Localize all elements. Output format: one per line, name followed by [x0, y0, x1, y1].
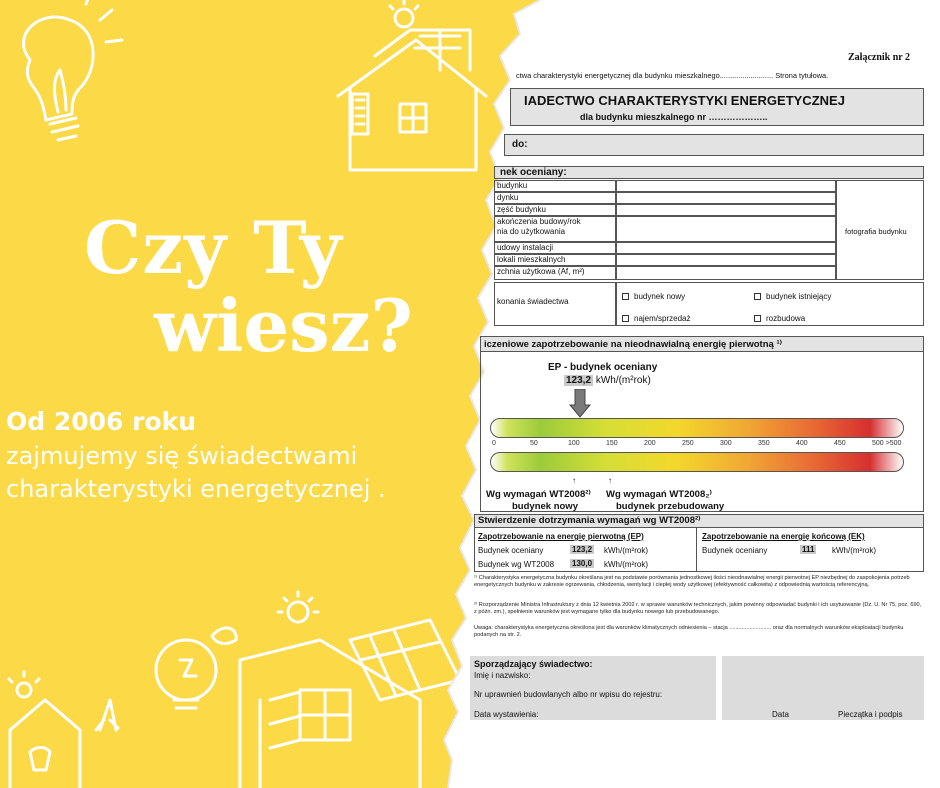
ep-reading [564, 375, 651, 386]
building-row-label: udowy instalacji [494, 242, 616, 254]
scale-tick-label: 0 [492, 440, 496, 447]
ek-assessed-value [800, 545, 816, 554]
ek-assessed-unit: kWh/(m²rok) [832, 546, 876, 555]
ep-header: iczeniowe zapotrzebowanie na nieodnawialną energię pierwotną ¹⁾ [484, 339, 782, 350]
headline-line1: Czy Ty [84, 205, 343, 290]
ep-unit: kWh/(m²rok) [595, 375, 651, 386]
wg-new-line1: Wg wymagań WT2008²⁾ [486, 489, 591, 500]
tagline-line3: charakterystyki energetycznej . [6, 474, 386, 503]
scale-tick-label: 300 [720, 440, 732, 447]
ep-assessed-value [570, 545, 594, 554]
building-row-value[interactable] [616, 216, 836, 242]
scale-tick-label: 200 [644, 440, 656, 447]
photo-box [836, 180, 924, 280]
scale-tick-label: 50 [530, 440, 538, 447]
wg-rebuilt-line1: Wg wymagań WT2008₂⁾ [606, 489, 712, 500]
photo-label: fotografia budynku [845, 227, 907, 236]
valid-to-bar [504, 134, 924, 156]
option-label: rozbudowa [766, 314, 806, 323]
checkbox-icon [622, 293, 629, 300]
building-row-label: budynku [494, 180, 616, 192]
building-row-value[interactable] [616, 192, 836, 204]
ep-assessed-unit: kWh/(m²rok) [604, 546, 648, 555]
document-subtitle: ctwa charakterystyki energetycznej dla budynku mieszkalnego.......................... Strona tytułowa. [516, 71, 829, 80]
scale-tick-label: 350 [758, 440, 770, 447]
wg-new-line2: budynek nowy [512, 501, 578, 512]
scale-tick-label: 150 [606, 440, 618, 447]
option-extension[interactable] [754, 314, 805, 323]
row-assessed-label: Budynek oceniany [478, 546, 544, 555]
building-row-label: lokali mieszkalnych [494, 254, 616, 266]
issuer-name-label: Imię i nazwisko: [474, 671, 531, 680]
sign-date-label: Data [772, 710, 789, 719]
tagline-line2: zajmujemy się świadectwami [6, 441, 358, 470]
marker-new-icon: ↑ [572, 476, 576, 485]
option-label: budynek istniejący [766, 292, 832, 301]
ep-assessed: 123,2 [572, 545, 593, 554]
ek-row-assessed-label: Budynek oceniany [702, 546, 768, 555]
building-row-value[interactable] [616, 242, 836, 254]
option-label: budynek nowy [634, 292, 686, 301]
building-row-label-a: akończenia budowy/rok [497, 217, 581, 226]
issuer-header: Sporządzający świadectwo: [474, 659, 593, 669]
confirm-header: Stwierdzenie dotrzymania wymagań wg WT2008²⁾ [478, 515, 701, 526]
building-row-value[interactable] [616, 204, 836, 216]
building-row-value[interactable] [616, 254, 836, 266]
note: Uwaga: charakterystyka energetyczna określona jest dla warunków klimatycznych odniesienia – stacja ........................... oraz dla normalnych warunków eksploatacji budynku podanych na str. 2. [474, 625, 904, 638]
tagline-line1: Od 2006 roku [6, 407, 197, 436]
building-row-label-b: nia do użytkowania [497, 227, 566, 236]
document-title-sub: dla budynku mieszkalnego nr ……………….. [580, 112, 768, 122]
footnote-2: ²⁾ Rozporządzenie Ministra Infrastruktury z dnia 12 kwietnia 2002 r. w sprawie warunków technicznych, jakim powinny odpowiadać budynki i ich usytuowanie (Dz. U. Nr 75, poz. 690, z późn. zm.), spełnienie warunków jest wymagane tylko dla budynku nowego lub przebudowanego. [474, 602, 922, 615]
building-row-value[interactable] [616, 266, 836, 280]
option-rent-sale[interactable] [622, 314, 690, 323]
ep-label: EP - budynek oceniany [548, 362, 658, 373]
headline-line2: wiesz? [154, 283, 413, 368]
confirm-divider [696, 528, 697, 572]
checkbox-icon [754, 293, 761, 300]
option-label: najem/sprzedaż [634, 314, 691, 323]
scale-tick-label: 500 >500 [872, 440, 902, 447]
wg-rebuilt-line2: budynek przebudowany [616, 501, 725, 512]
attachment-label: Załącznik nr 2 [848, 52, 911, 63]
scale-tick-label: 400 [796, 440, 808, 447]
building-row-label: zchnia użytkowa (Af, m²) [494, 266, 616, 280]
ep-scale-top [490, 418, 904, 438]
valid-to-label: do: [512, 139, 528, 150]
ep-col-header: Zapotrzebowanie na energię pierwotną (EP) [478, 532, 644, 541]
scale-tick-label: 100 [568, 440, 580, 447]
row-wt-label: Budynek wg WT2008 [478, 560, 555, 569]
footnote-1: ¹⁾ Charakterystyka energetyczna budynku określana jest na podstawie porównania jednostkowej ilości nieodnawialnej energii pierwotnej EP niezbędnej do zaspokojenia potrzeb energetycznych budynku w zakresie ogrzewania, chłodzenia, wentylacji i ciepłej wody użytkowej (efektywność całkowita) z odpowiednią wartością referencyjną. [474, 575, 910, 588]
checkbox-icon [754, 315, 761, 322]
building-row-label: zęść budynku [494, 204, 616, 216]
marker-rebuilt-icon: ↑ [608, 476, 612, 485]
ep-wt-value [570, 559, 594, 568]
scale-tick-label: 450 [834, 440, 846, 447]
scale-tick-label: 250 [682, 440, 694, 447]
ep-value: 123,2 [566, 375, 592, 386]
option-new-building[interactable] [622, 292, 685, 301]
building-header: nek oceniany: [500, 167, 567, 178]
purpose-label: konania świadectwa [494, 282, 616, 326]
document-title: IADECTWO CHARAKTERYSTYKI ENERGETYCZNEJ [524, 93, 845, 108]
ep-scale-bottom [490, 452, 904, 472]
issuer-license-label: Nr uprawnień budowlanych albo nr wpisu do rejestru: [474, 690, 663, 699]
building-row-value[interactable] [616, 180, 836, 192]
checkbox-icon [622, 315, 629, 322]
ek-col-header: Zapotrzebowanie na energię końcową (EK) [702, 532, 865, 541]
ep-wt: 130,0 [572, 559, 593, 568]
building-row-label: dynku [494, 192, 616, 204]
option-existing-building[interactable] [754, 292, 831, 301]
sign-stamp-label: Pieczątka i podpis [838, 710, 903, 719]
issue-date-label: Data wystawienia: [474, 710, 539, 719]
energy-certificate-document [470, 0, 940, 788]
ep-wt-unit: kWh/(m²rok) [604, 560, 648, 569]
ek-assessed: 111 [802, 545, 815, 554]
building-row-label [494, 216, 616, 242]
ep-arrow-icon [568, 389, 592, 419]
